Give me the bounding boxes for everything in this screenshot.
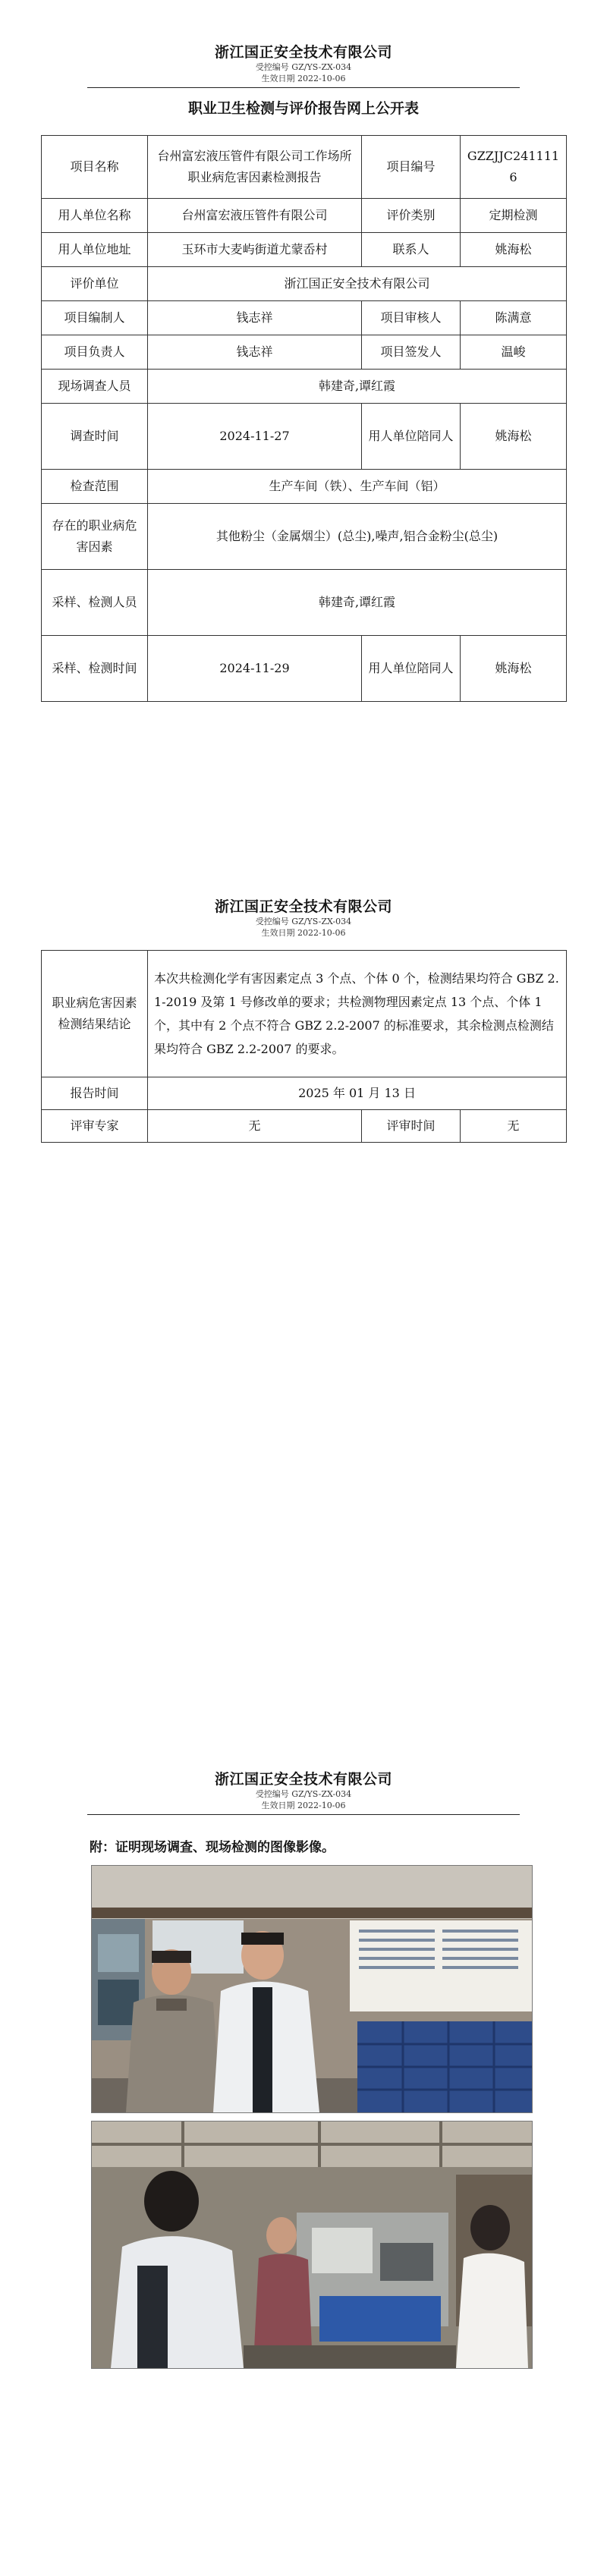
project-no-label: 项目编号: [362, 136, 461, 199]
table-row: [42, 136, 567, 199]
company-name: 浙江国正安全技术有限公司: [214, 1771, 392, 1788]
address-label: 用人单位地址: [42, 233, 148, 267]
project-no-value: GZZJJC2411116: [461, 136, 567, 199]
compiler-label: 项目编制人: [42, 301, 148, 335]
project-name-value: 台州富宏液压管件有限公司工作场所职业病危害因素检测报告: [148, 136, 362, 199]
address-value: 玉环市大麦屿街道尤蒙岙村: [148, 233, 362, 267]
table-row: [42, 233, 567, 267]
evaluator-value: 浙江国正安全技术有限公司: [148, 267, 567, 301]
table-row: [42, 301, 567, 335]
report-time-value: 2025 年 01 月 13 日: [148, 1077, 567, 1110]
survey-escort-value: 姚海松: [461, 404, 567, 470]
site-investigators-label: 现场调查人员: [42, 370, 148, 404]
page-header: [0, 1768, 607, 1815]
doc-code: 受控编号 GZ/YS-ZX-034: [255, 917, 352, 926]
sampling-time-label: 采样、检测时间: [42, 636, 148, 702]
employer-value: 台州富宏液压管件有限公司: [148, 199, 362, 233]
header-rule: [87, 87, 520, 88]
hazards-value: 其他粉尘（金属烟尘）(总尘),噪声,铝合金粉尘(总尘): [148, 504, 567, 570]
table-row: [42, 470, 567, 504]
experts-label: 评审专家: [42, 1110, 148, 1143]
employer-label: 用人单位名称: [42, 199, 148, 233]
reviewer-label: 项目审核人: [362, 301, 461, 335]
project-name-label: 项目名称: [42, 136, 148, 199]
table-row: [42, 335, 567, 370]
table-row: [42, 370, 567, 404]
effective-date: 生效日期 2022-10-06: [261, 74, 346, 83]
conclusion-label: 职业病危害因素检测结果结论: [42, 951, 148, 1077]
conclusion-value: 本次共检测化学有害因素定点 3 个点、个体 0 个，检测结果均符合 GBZ 2.1-2019 及第 1 号修改单的要求；共检测物理因素定点 13 个点、个体 1 个，其中有 2 个点不符合 GBZ 2.2-2007 的标准要求，其余检测点检测结果均符合 GBZ 2.2-2007 的要求。: [148, 951, 567, 1077]
table-row: [42, 199, 567, 233]
effective-date: 生效日期 2022-10-06: [261, 928, 346, 938]
site-survey-photo: [91, 1865, 533, 2113]
contact-value: 姚海松: [461, 233, 567, 267]
site-investigators-value: 韩建奇,谭红霞: [148, 370, 567, 404]
manager-label: 项目负责人: [42, 335, 148, 370]
table-row: [42, 404, 567, 470]
report-time-label: 报告时间: [42, 1077, 148, 1110]
doc-code: 受控编号 GZ/YS-ZX-034: [255, 1789, 352, 1799]
hazards-label: 存在的职业病危害因素: [42, 504, 148, 570]
page-header: [0, 895, 607, 939]
report-info-table: [41, 135, 567, 702]
table-row: [42, 570, 567, 636]
survey-time-label: 调查时间: [42, 404, 148, 470]
appendix-caption: 附：证明现场调查、现场检测的图像影像。: [90, 1840, 335, 1855]
survey-time-value: 2024-11-27: [148, 404, 362, 470]
table-row: [42, 636, 567, 702]
table-row: [42, 1110, 567, 1143]
company-name: 浙江国正安全技术有限公司: [214, 898, 392, 915]
table-row: [42, 504, 567, 570]
reviewer-value: 陈满意: [461, 301, 567, 335]
sampling-staff-label: 采样、检测人员: [42, 570, 148, 636]
table-row: [42, 951, 567, 1077]
experts-value: 无: [148, 1110, 362, 1143]
doc-code: 受控编号 GZ/YS-ZX-034: [255, 62, 352, 72]
page-header: [0, 41, 607, 88]
survey-escort-label: 用人单位陪同人: [362, 404, 461, 470]
issuer-value: 温峻: [461, 335, 567, 370]
compiler-value: 钱志祥: [148, 301, 362, 335]
header-rule: [87, 1814, 520, 1815]
sampling-escort-value: 姚海松: [461, 636, 567, 702]
eval-type-value: 定期检测: [461, 199, 567, 233]
sampling-time-value: 2024-11-29: [148, 636, 362, 702]
review-time-label: 评审时间: [362, 1110, 461, 1143]
table-row: [42, 1077, 567, 1110]
scope-label: 检查范围: [42, 470, 148, 504]
sampling-escort-label: 用人单位陪同人: [362, 636, 461, 702]
evaluator-label: 评价单位: [42, 267, 148, 301]
review-time-value: 无: [461, 1110, 567, 1143]
site-inspection-photo: [91, 2121, 533, 2369]
contact-label: 联系人: [362, 233, 461, 267]
conclusion-table: [41, 950, 567, 1143]
report-title: 职业卫生检测与评价报告网上公开表: [187, 100, 419, 117]
issuer-label: 项目签发人: [362, 335, 461, 370]
scope-value: 生产车间（铁）、生产车间（铝）: [148, 470, 567, 504]
eval-type-label: 评价类别: [362, 199, 461, 233]
sampling-staff-value: 韩建奇,谭红霞: [148, 570, 567, 636]
effective-date: 生效日期 2022-10-06: [261, 1801, 346, 1810]
company-name: 浙江国正安全技术有限公司: [214, 44, 392, 61]
manager-value: 钱志祥: [148, 335, 362, 370]
table-row: [42, 267, 567, 301]
